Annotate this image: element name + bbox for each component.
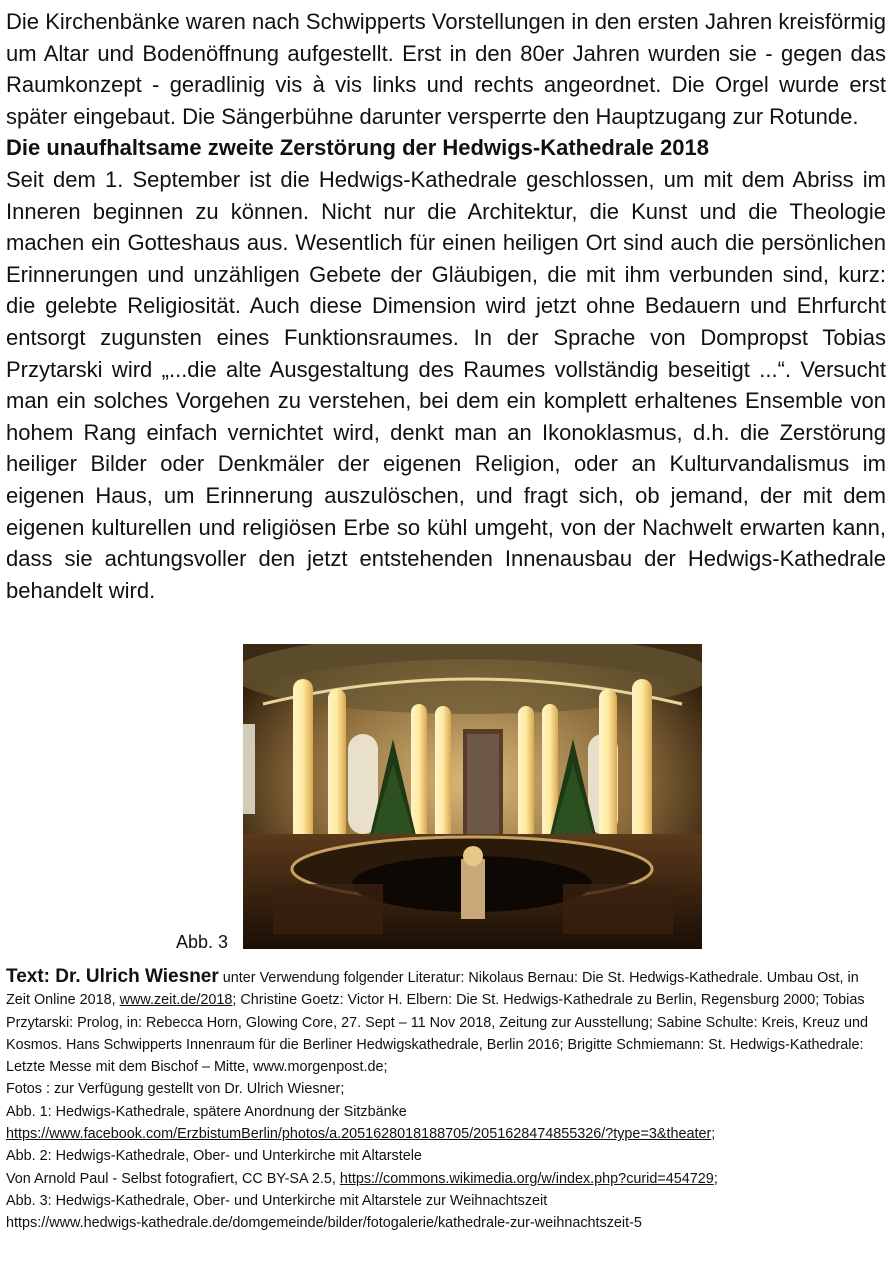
window-left	[348, 734, 378, 834]
refs-continuation: ; Christine Goetz: Victor H. Elbern: Die St. Hedwigs-Kathedrale zu Berlin, Regensburg 2000; Tobias Przytarski: Prolog, in: Rebecca Horn, Glowing Core, 27. Sept – 11 Nov 2018, Zeitung zur Ausstellung; Sabine Schulte: Kreis, Kreuz und Kosmos. Hans Schwipperts Innenraum für die Berliner Hedwigskathedrale, Berlin 2016; Brigitte Schmiemann: St. Hedwigs-Kathedrale: Letzte Messe mit dem Bischof – Mitte, www.morgenpost.de;	[6, 992, 869, 1076]
abb1-source: https://www.facebook.com/ErzbistumBerlin/photos/a.2051628018188705/2051628474855326/?type=3&theater;	[6, 1126, 716, 1143]
author-label: Text: Dr. Ulrich Wiesner	[6, 966, 219, 987]
paragraph-destruction: Seit dem 1. September ist die Hedwigs-Kathedrale geschlossen, um mit dem Abriss im Inneren beginnen zu können. Nicht nur die Architektur, die Kunst und die Theologie machen ein Gotteshaus aus. Wesentlich für einen heiligen Ort sind auch die persönlichen Erinnerungen und unzähligen Gebete der Gläubigen, die mit ihm verbunden sind, kurz: die gelebte Religiosität. Auch diese Dimension wird jetzt ohne Bedauern und Ehrfurcht entsorgt zugunsten eines Funktionsraumes. In der Sprache von Dompropst Tobias Przytarski wird „...die alte Ausgestaltung des Raumes vollständig beseitigt ...“. Versucht man ein solches Vorgehen zu verstehen, bei dem ein komplett erhaltenes Ensemble von hohem Rang einfach vernichtet wird, denkt man an Ikonoklasmus, d.h. die Zerstörung heiliger Bilder oder Denkmäler der eigenen Religion, oder an Kulturvandalismus im eigenen Haus, um Erinnerung auszulöschen, und fragt sich, ob jemand, der mit dem eigenen kulturellen und religiösen Erbe so kühl umgeht, von der Nachwelt erwarten kann, dass sie achtungsvoller den jetzt entstehenden Innenausbau der Hedwigs-Kathedrale behandelt wird.	[6, 166, 886, 603]
abb2-source: Von Arnold Paul - Selbst fotografiert, CC BY-SA 2.5, https://commons.wikimedia.org/w/index.php?curid=454729;	[6, 1170, 718, 1187]
zeit-link[interactable]: www.zeit.de/2018	[119, 992, 233, 1009]
abb2-source-text: Von Arnold Paul - Selbst fotografiert, CC BY-SA 2.5,	[6, 1170, 340, 1187]
facebook-link[interactable]: https://www.facebook.com/ErzbistumBerlin/photos/a.2051628018188705/2051628474855326/?type=3&theater	[6, 1126, 712, 1143]
abb1-caption: Abb. 1: Hedwigs-Kathedrale, spätere Anordnung der Sitzbänke	[6, 1103, 407, 1120]
cathedral-photo	[243, 644, 702, 949]
abb3-caption: Abb. 3: Hedwigs-Kathedrale, Ober- und Unterkirche mit Altarstele zur Weihnachtszeit	[6, 1192, 548, 1209]
section-heading: Die unaufhaltsame zweite Zerstörung der Hedwigs-Kathedrale 2018	[6, 135, 709, 161]
cathedral-interior-illustration	[243, 644, 702, 949]
abb3-url: https://www.hedwigs-kathedrale.de/domgemeinde/bilder/fotogalerie/kathedrale-zur-weihnachtszeit-5	[6, 1215, 642, 1232]
main-text	[6, 6, 886, 606]
wikimedia-link[interactable]: https://commons.wikimedia.org/w/index.php?curid=454729	[339, 1170, 714, 1187]
references	[6, 966, 886, 1235]
figure-caption: Abb. 3	[176, 932, 229, 952]
refs-intro: unter Verwendung folgender Literatur: Nikolaus Bernau: Die St. Hedwigs-Kathedrale. Umbau Ost, in Zeit Online 2018,	[6, 970, 859, 1009]
fotos-credit: Fotos : zur Verfügung gestellt von Dr. Ulrich Wiesner;	[6, 1081, 345, 1098]
paragraph-pews: Die Kirchenbänke waren nach Schwipperts Vorstellungen in den ersten Jahren kreisförmig um Altar und Bodenöffnung aufgestellt. Erst in den 80er Jahren wurden sie - gegen das Raumkonzept - geradlinig vis à vis links und rechts angeordnet. Die Orgel wurde erst später eingebaut. Die Sängerbühne darunter versperrte den Hauptzugang zur Rotunde.	[6, 9, 886, 129]
abb2-caption: Abb. 2: Hedwigs-Kathedrale, Ober- und Unterkirche mit Altarstele	[6, 1148, 422, 1165]
